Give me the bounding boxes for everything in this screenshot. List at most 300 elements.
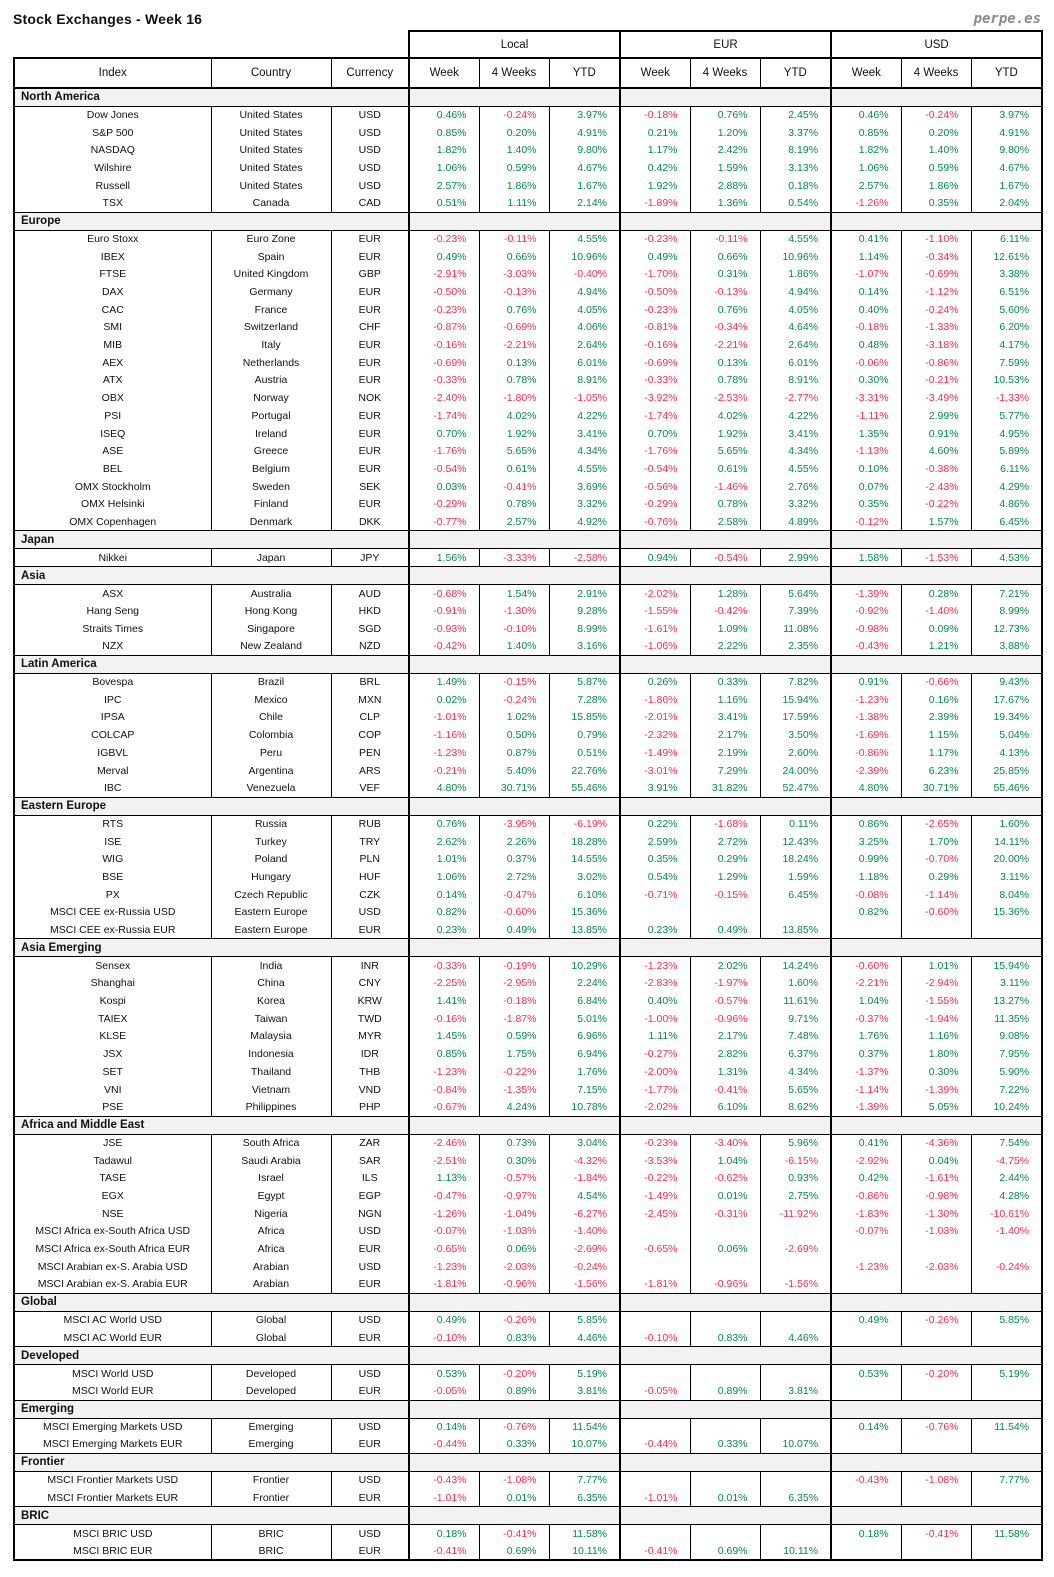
value-cell: 3.04% [549,1134,620,1152]
section-row [14,1453,1042,1471]
value-cell: -4.32% [549,1152,620,1170]
value-cell: -0.21% [409,762,479,780]
table-row [14,904,1042,922]
currency-cell: HUF [331,868,409,886]
section-filler [620,1453,831,1471]
country-cell: BRIC [211,1542,331,1560]
table-head [14,31,1042,88]
value-cell: -1.01% [409,1489,479,1507]
currency-cell: HKD [331,602,409,620]
value-cell: 4.86% [971,495,1042,513]
value-cell: 5.04% [971,726,1042,744]
currency-cell: EUR [331,460,409,478]
value-cell: 0.01% [479,1489,549,1507]
value-cell: 30.71% [901,779,971,797]
value-cell: 10.11% [549,1542,620,1560]
value-cell: 0.06% [479,1240,549,1258]
value-cell: 8.91% [760,372,831,390]
value-cell: -2.95% [479,975,549,993]
section-filler [831,567,1042,585]
country-cell: Arabian [211,1258,331,1276]
table-row [14,957,1042,975]
section-row [14,1400,1042,1418]
index-cell: IGBVL [14,744,211,762]
value-cell: 0.23% [409,921,479,939]
section-row [14,567,1042,585]
index-cell: ATX [14,372,211,390]
section-row [14,1507,1042,1525]
value-cell: -0.13% [690,283,760,301]
country-cell: Nigeria [211,1205,331,1223]
table-row [14,248,1042,266]
value-cell: 7.59% [971,354,1042,372]
value-cell: 1.76% [549,1063,620,1081]
value-cell: -0.12% [831,513,901,531]
value-cell: 6.10% [549,886,620,904]
value-cell: -2.39% [831,762,901,780]
value-cell: 1.04% [690,1152,760,1170]
currency-cell: USD [331,1365,409,1383]
value-cell: 4.22% [549,407,620,425]
value-cell: -0.38% [901,460,971,478]
currency-cell: CHF [331,319,409,337]
table-row [14,1152,1042,1170]
value-cell: 5.90% [971,1063,1042,1081]
value-cell: 4.64% [760,319,831,337]
value-cell: 1.01% [901,957,971,975]
value-cell: 5.96% [760,1134,831,1152]
value-cell [901,1276,971,1294]
value-cell: 0.11% [760,815,831,833]
group-header-usd: USD [831,31,1042,58]
value-cell: -1.83% [831,1205,901,1223]
table-row [14,992,1042,1010]
value-cell [901,1542,971,1560]
value-cell [901,1240,971,1258]
index-cell: Hang Seng [14,602,211,620]
value-cell: -2.01% [620,709,690,727]
section-filler [620,567,831,585]
col-header-local-4weeks: 4 Weeks [479,58,549,88]
currency-cell: TWD [331,1010,409,1028]
value-cell [971,1542,1042,1560]
table-row [14,1329,1042,1347]
value-cell: -1.86% [620,691,690,709]
currency-cell: INR [331,957,409,975]
value-cell: -1.97% [690,975,760,993]
value-cell: 30.71% [479,779,549,797]
value-cell [690,1258,760,1276]
col-header-eur-ytd: YTD [760,58,831,88]
table-row [14,124,1042,142]
table-row [14,159,1042,177]
value-cell: -1.08% [479,1471,549,1489]
index-cell: MSCI Africa ex-South Africa EUR [14,1240,211,1258]
value-cell: -0.20% [901,1365,971,1383]
value-cell: 2.19% [690,744,760,762]
value-cell: 3.81% [549,1382,620,1400]
currency-cell: TRY [331,833,409,851]
index-cell: AEX [14,354,211,372]
value-cell: -0.33% [409,372,479,390]
value-cell: 8.99% [971,602,1042,620]
value-cell: 8.91% [549,372,620,390]
value-cell [971,1240,1042,1258]
section-filler [831,1293,1042,1311]
value-cell [831,1382,901,1400]
value-cell: 0.13% [479,354,549,372]
value-cell: -1.55% [620,602,690,620]
currency-cell: VEF [331,779,409,797]
value-cell: 1.56% [409,549,479,567]
value-cell: 6.45% [971,513,1042,531]
table-row [14,1010,1042,1028]
currency-cell: MXN [331,691,409,709]
value-cell: -0.62% [690,1169,760,1187]
country-cell: Venezuela [211,779,331,797]
currency-cell: EUR [331,1542,409,1560]
value-cell: 7.39% [760,602,831,620]
table-row [14,673,1042,691]
value-cell: -1.11% [831,407,901,425]
value-cell: 0.69% [690,1542,760,1560]
value-cell: 2.22% [690,638,760,656]
value-cell: 0.14% [831,283,901,301]
table-row [14,691,1042,709]
value-cell: -3.49% [901,389,971,407]
value-cell: 11.58% [549,1525,620,1543]
value-cell: -0.41% [901,1525,971,1543]
country-cell: United States [211,124,331,142]
currency-cell: GBP [331,266,409,284]
value-cell [620,1471,690,1489]
table-row [14,1418,1042,1436]
country-cell: Chile [211,709,331,727]
value-cell: 2.42% [690,141,760,159]
value-cell: -1.30% [901,1205,971,1223]
value-cell: 0.66% [690,248,760,266]
section-label: Japan [14,531,409,549]
index-cell: IPC [14,691,211,709]
value-cell: -2.21% [690,336,760,354]
value-cell: 2.58% [690,513,760,531]
value-cell: 3.97% [971,106,1042,124]
value-cell: 2.35% [760,638,831,656]
value-cell: -1.23% [620,957,690,975]
value-cell: -0.13% [479,283,549,301]
index-cell: PSI [14,407,211,425]
value-cell: 0.18% [409,1525,479,1543]
section-row [14,797,1042,815]
value-cell: -1.53% [901,549,971,567]
value-cell: -0.26% [901,1311,971,1329]
value-cell: 2.99% [901,407,971,425]
value-cell: 4.55% [549,230,620,248]
value-cell: 4.80% [409,779,479,797]
section-label: North America [14,88,409,106]
currency-cell: EUR [331,283,409,301]
value-cell: -1.49% [620,1187,690,1205]
value-cell: 11.61% [760,992,831,1010]
value-cell: -0.41% [479,478,549,496]
section-filler [831,1453,1042,1471]
table-row [14,709,1042,727]
index-cell: MIB [14,336,211,354]
section-row [14,1347,1042,1365]
value-cell: -0.24% [479,106,549,124]
table-row [14,1276,1042,1294]
value-cell: 25.85% [971,762,1042,780]
value-cell: 0.79% [549,726,620,744]
value-cell: 4.29% [971,478,1042,496]
value-cell: 55.46% [971,779,1042,797]
value-cell [760,904,831,922]
value-cell: 52.47% [760,779,831,797]
value-cell: -1.33% [971,389,1042,407]
value-cell: -1.23% [409,744,479,762]
value-cell: 22.76% [549,762,620,780]
table-row [14,336,1042,354]
value-cell: 0.53% [831,1365,901,1383]
value-cell: 13.85% [549,921,620,939]
value-cell: 1.60% [971,815,1042,833]
table-row [14,921,1042,939]
index-cell: IBC [14,779,211,797]
value-cell: 5.40% [479,762,549,780]
value-cell: 2.91% [549,585,620,603]
value-cell: -1.04% [479,1205,549,1223]
value-cell: 12.73% [971,620,1042,638]
value-cell [971,1489,1042,1507]
country-cell: Spain [211,248,331,266]
value-cell: -1.74% [620,407,690,425]
value-cell: -2.69% [760,1240,831,1258]
value-cell: 4.60% [901,442,971,460]
table-row [14,478,1042,496]
value-cell: -0.15% [479,673,549,691]
value-cell: 0.29% [690,850,760,868]
index-cell: BEL [14,460,211,478]
index-cell: CAC [14,301,211,319]
section-filler [409,1116,620,1134]
country-cell: Arabian [211,1276,331,1294]
value-cell: 0.89% [479,1382,549,1400]
value-cell: 6.10% [690,1098,760,1116]
value-cell: -1.07% [831,266,901,284]
value-cell: 3.97% [549,106,620,124]
currency-cell: SAR [331,1152,409,1170]
value-cell: -0.34% [690,319,760,337]
value-cell: -3.95% [479,815,549,833]
index-cell: TASE [14,1169,211,1187]
value-cell: 3.13% [760,159,831,177]
country-cell: Korea [211,992,331,1010]
index-cell: MSCI Emerging Markets EUR [14,1436,211,1454]
section-label: Developed [14,1347,409,1365]
value-cell: -0.42% [409,638,479,656]
value-cell: 1.20% [690,124,760,142]
value-cell: 0.51% [549,744,620,762]
index-cell: VNI [14,1081,211,1099]
value-cell [831,1329,901,1347]
index-cell: Bovespa [14,673,211,691]
col-header-usd-ytd: YTD [971,58,1042,88]
value-cell: 1.70% [901,833,971,851]
value-cell: -1.06% [620,638,690,656]
value-cell: -0.54% [620,460,690,478]
index-cell: S&P 500 [14,124,211,142]
index-cell: SMI [14,319,211,337]
value-cell: 0.49% [409,1311,479,1329]
value-cell: 4.92% [549,513,620,531]
value-cell: -1.14% [831,1081,901,1099]
value-cell: -6.15% [760,1152,831,1170]
value-cell [971,1329,1042,1347]
value-cell: 7.77% [549,1471,620,1489]
value-cell [760,1258,831,1276]
value-cell: 0.59% [479,159,549,177]
value-cell: 0.31% [690,266,760,284]
section-filler [409,88,620,106]
value-cell: 1.18% [831,868,901,886]
country-cell: Eastern Europe [211,904,331,922]
country-cell: Belgium [211,460,331,478]
index-cell: OMX Copenhagen [14,513,211,531]
value-cell: -0.81% [620,319,690,337]
value-cell: -1.05% [549,389,620,407]
value-cell: -0.97% [479,1187,549,1205]
value-cell: 0.78% [690,372,760,390]
value-cell: -0.77% [409,513,479,531]
index-cell: RTS [14,815,211,833]
value-cell: 6.45% [760,886,831,904]
currency-cell: EUR [331,372,409,390]
value-cell: 0.83% [690,1329,760,1347]
col-header-country: Country [211,58,331,88]
value-cell: 18.28% [549,833,620,851]
section-row [14,1293,1042,1311]
value-cell: 0.14% [831,1418,901,1436]
value-cell: -0.96% [479,1276,549,1294]
value-cell: 10.24% [971,1098,1042,1116]
value-cell: -0.44% [620,1436,690,1454]
value-cell: 4.91% [549,124,620,142]
table-row [14,1489,1042,1507]
section-filler [831,797,1042,815]
value-cell: -0.86% [831,744,901,762]
value-cell: 1.14% [831,248,901,266]
value-cell: 4.34% [549,442,620,460]
value-cell: 0.53% [409,1365,479,1383]
value-cell: 3.02% [549,868,620,886]
value-cell: 0.76% [479,301,549,319]
value-cell: 4.55% [760,230,831,248]
value-cell: -0.60% [901,904,971,922]
value-cell: 7.28% [549,691,620,709]
value-cell: 18.24% [760,850,831,868]
value-cell: -0.86% [831,1187,901,1205]
value-cell: 1.17% [620,141,690,159]
value-cell: -0.20% [479,1365,549,1383]
value-cell: 0.49% [831,1311,901,1329]
value-cell: -0.05% [409,1382,479,1400]
value-cell: -0.76% [620,513,690,531]
value-cell: 1.40% [901,141,971,159]
index-cell: COLCAP [14,726,211,744]
index-cell: MSCI Arabian ex-S. Arabia EUR [14,1276,211,1294]
section-filler [409,655,620,673]
section-label: Asia [14,567,409,585]
section-filler [409,531,620,549]
value-cell: -0.23% [409,230,479,248]
value-cell [690,1311,760,1329]
table-row [14,585,1042,603]
value-cell: -1.00% [620,1010,690,1028]
section-filler [620,1507,831,1525]
currency-cell: EUR [331,1329,409,1347]
value-cell: 1.01% [409,850,479,868]
value-cell: 1.13% [409,1169,479,1187]
value-cell: -0.19% [479,957,549,975]
value-cell: -6.27% [549,1205,620,1223]
value-cell: -0.65% [620,1240,690,1258]
value-cell: -4.75% [971,1152,1042,1170]
value-cell: -2.25% [409,975,479,993]
value-cell: 0.87% [479,744,549,762]
col-header-currency: Currency [331,58,409,88]
value-cell: 6.37% [760,1045,831,1063]
value-cell: -0.24% [901,106,971,124]
col-header-index: Index [14,58,211,88]
value-cell: -2.58% [549,549,620,567]
value-cell: 1.86% [479,177,549,195]
currency-cell: EUR [331,1382,409,1400]
value-cell: 1.16% [690,691,760,709]
index-cell: ASX [14,585,211,603]
value-cell [971,1276,1042,1294]
value-cell: 5.85% [971,1311,1042,1329]
value-cell: 1.67% [549,177,620,195]
index-cell: NSE [14,1205,211,1223]
section-filler [409,797,620,815]
country-cell: Global [211,1311,331,1329]
value-cell: -1.03% [901,1223,971,1241]
value-cell: 0.76% [690,106,760,124]
value-cell: 3.81% [760,1382,831,1400]
value-cell: 10.96% [760,248,831,266]
index-cell: NZX [14,638,211,656]
value-cell: -1.81% [409,1276,479,1294]
value-cell: 1.41% [409,992,479,1010]
value-cell: 0.70% [409,425,479,443]
value-cell: -0.23% [620,1134,690,1152]
value-cell: 10.07% [760,1436,831,1454]
value-cell [620,1418,690,1436]
country-cell: Italy [211,336,331,354]
value-cell: -1.40% [971,1223,1042,1241]
value-cell: 31.82% [690,779,760,797]
value-cell: 4.46% [760,1329,831,1347]
value-cell: 20.00% [971,850,1042,868]
value-cell: 12.61% [971,248,1042,266]
value-cell: 3.25% [831,833,901,851]
value-cell: -0.42% [690,602,760,620]
value-cell: 11.08% [760,620,831,638]
value-cell: -10.61% [971,1205,1042,1223]
value-cell [690,1525,760,1543]
value-cell: -0.08% [831,886,901,904]
value-cell: 3.32% [760,495,831,513]
